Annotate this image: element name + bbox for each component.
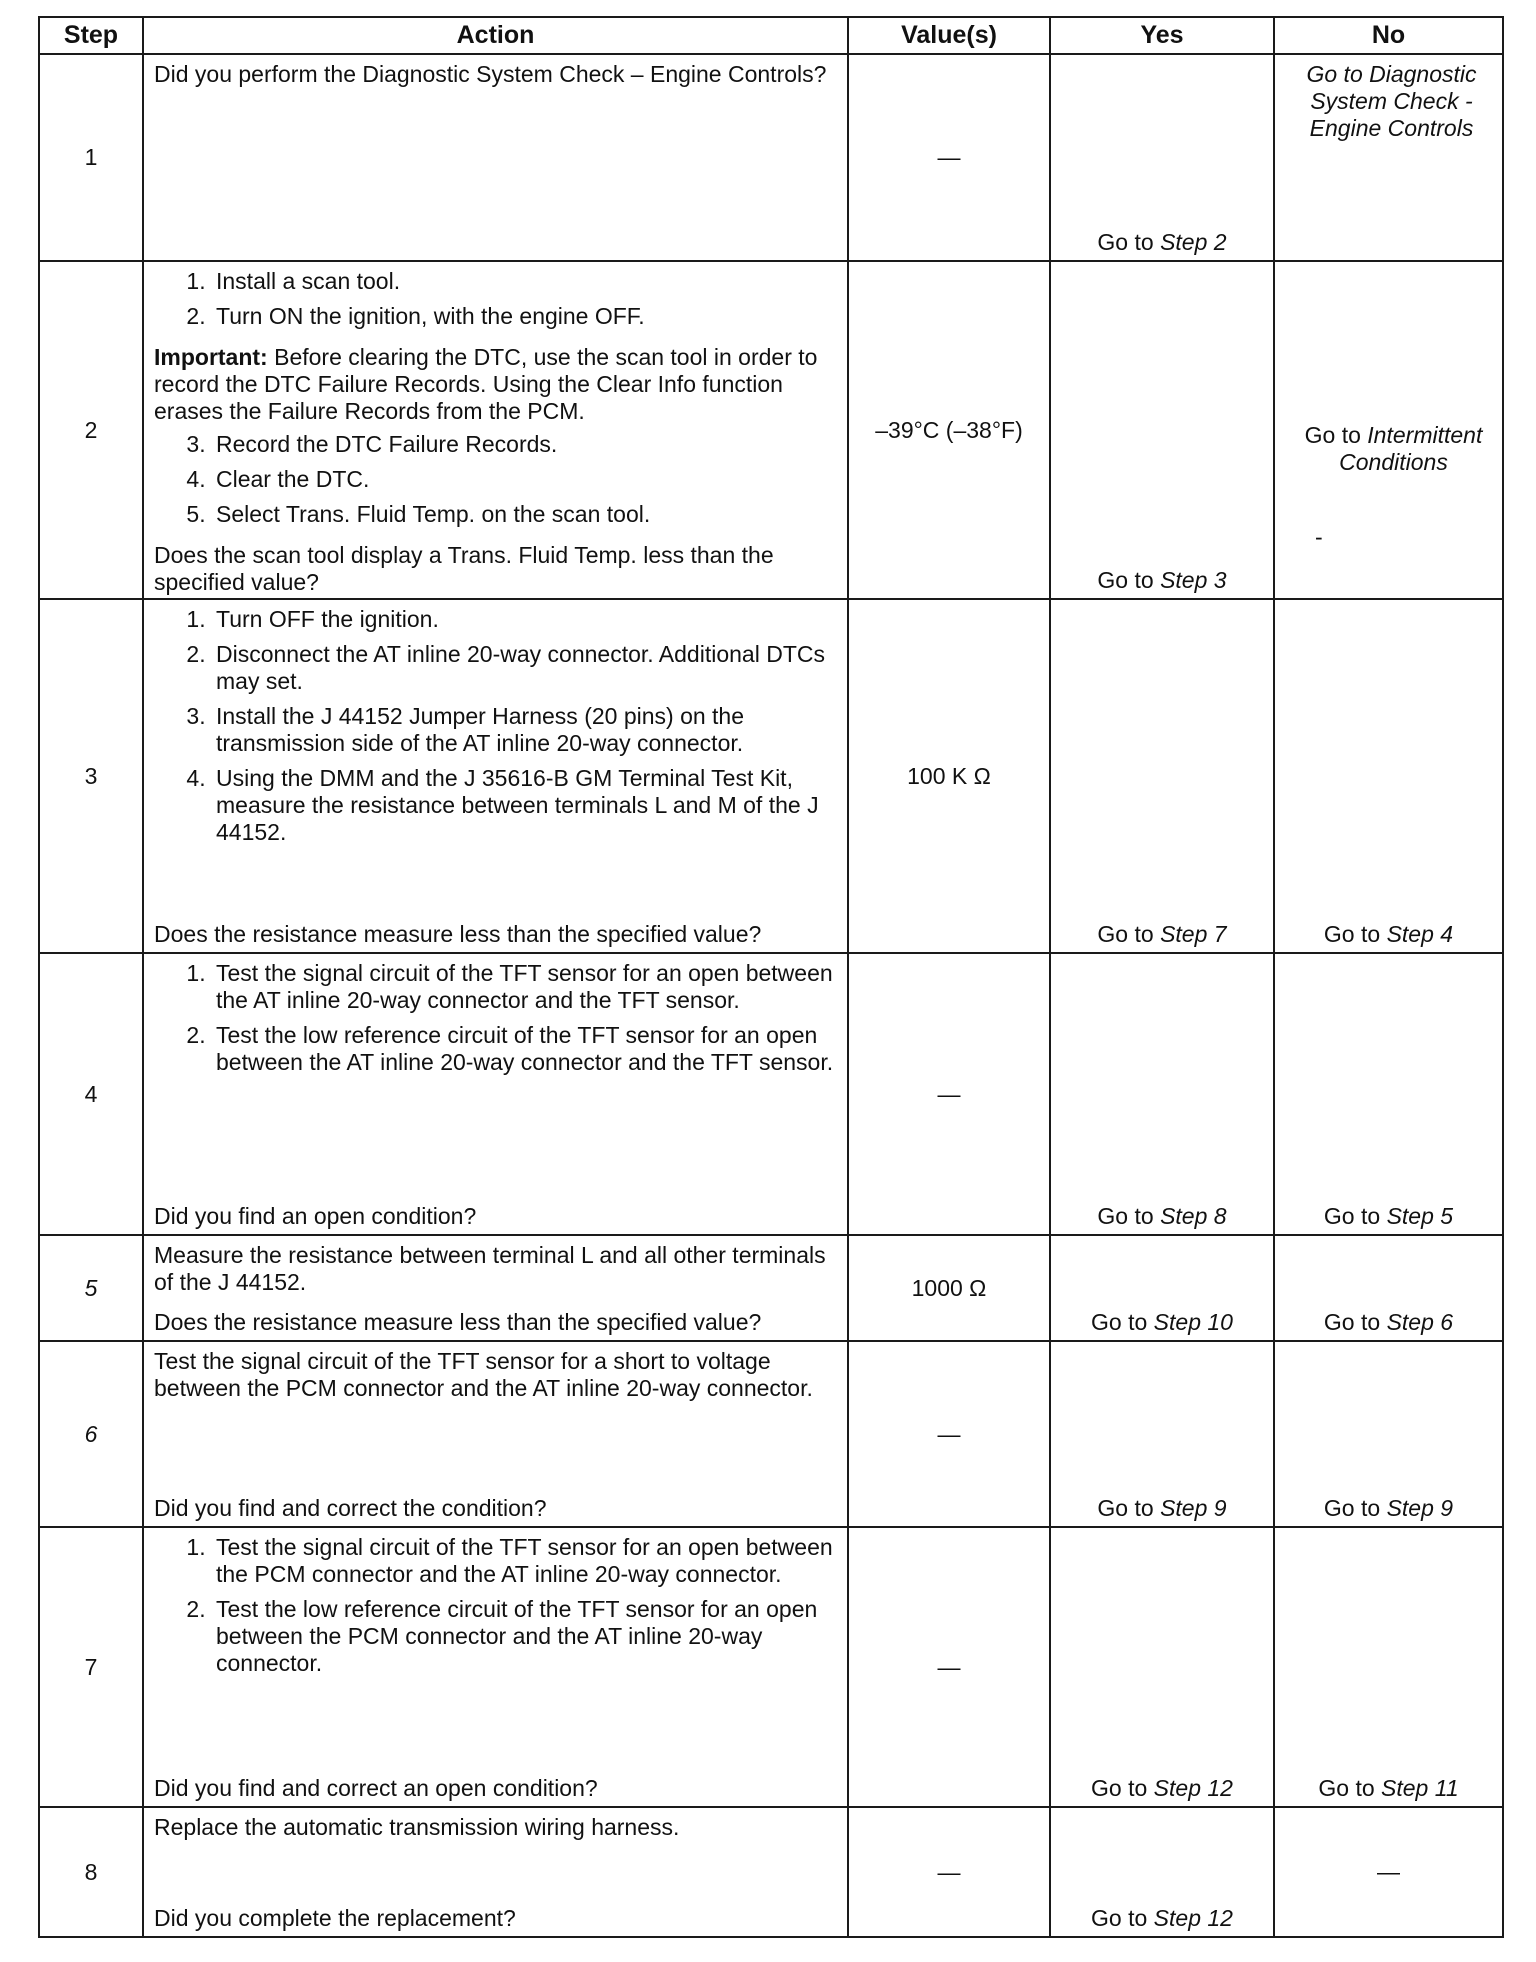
no-goto bbox=[1275, 1495, 1502, 1522]
table-row bbox=[39, 1235, 1503, 1341]
header-yes: Yes bbox=[1050, 17, 1274, 54]
action-step: 2. Test the low reference circuit of the TFT sensor for an open between the PCM connector and the AT inline 20-way connector. bbox=[212, 1596, 837, 1677]
table-row bbox=[39, 599, 1503, 953]
step-number: 2 bbox=[39, 261, 143, 599]
value-cell: –39°C (–38°F) bbox=[848, 261, 1050, 599]
action-cell bbox=[143, 953, 848, 1235]
yes-goto bbox=[1051, 1495, 1273, 1522]
header-step: Step bbox=[39, 17, 143, 54]
action-steps bbox=[154, 606, 837, 854]
action-cell bbox=[143, 1807, 848, 1937]
action-steps bbox=[154, 431, 837, 536]
goto-label: Go to bbox=[1091, 1309, 1148, 1335]
action-question: Did you find an open condition? bbox=[154, 1203, 477, 1229]
action-cell bbox=[143, 1341, 848, 1527]
action-steps bbox=[154, 1534, 837, 1685]
no-goto bbox=[1275, 921, 1502, 948]
goto-label: Go to bbox=[1323, 1203, 1381, 1229]
no-cell bbox=[1274, 599, 1503, 953]
diagnostic-table bbox=[38, 16, 1504, 1938]
yes-cell bbox=[1050, 1235, 1274, 1341]
yes-cell bbox=[1050, 54, 1274, 261]
action-step: 1. Test the signal circuit of the TFT sensor for an open between the PCM connector and the AT inline 20-way connector. bbox=[212, 1534, 837, 1588]
goto-step-link[interactable]: Step 8 bbox=[1160, 1203, 1227, 1229]
goto-label: Go to bbox=[1323, 921, 1381, 947]
goto-link[interactable]: Intermittent Conditions bbox=[1339, 422, 1483, 475]
no-cell bbox=[1274, 953, 1503, 1235]
goto-label: Go to bbox=[1323, 1495, 1381, 1521]
action-step: 2. Turn ON the ignition, with the engine OFF. bbox=[212, 303, 837, 330]
no-goto bbox=[1275, 1775, 1502, 1802]
table-row bbox=[39, 1807, 1503, 1937]
action-step: 4. Clear the DTC. bbox=[212, 466, 837, 493]
yes-cell bbox=[1050, 261, 1274, 599]
goto-label: Go to bbox=[1097, 567, 1154, 593]
goto-step-link[interactable]: Step 12 bbox=[1153, 1775, 1233, 1801]
no-goto bbox=[1275, 1309, 1502, 1336]
value-cell: — bbox=[848, 953, 1050, 1235]
yes-cell bbox=[1050, 1341, 1274, 1527]
action-question: Did you find and correct an open condition? bbox=[154, 1775, 598, 1801]
value-cell: 100 K Ω bbox=[848, 599, 1050, 953]
goto-label: Go to bbox=[1304, 422, 1361, 448]
goto-step-link[interactable]: Step 7 bbox=[1160, 921, 1227, 947]
action-text: Replace the automatic transmission wiring harness. bbox=[154, 1814, 680, 1840]
action-cell bbox=[143, 1235, 848, 1341]
value-cell: 1000 Ω bbox=[848, 1235, 1050, 1341]
action-step: 1. Install a scan tool. bbox=[212, 268, 837, 295]
step-number: 8 bbox=[39, 1807, 143, 1937]
goto-step-link[interactable]: Step 9 bbox=[1386, 1495, 1454, 1521]
action-question: Did you find and correct the condition? bbox=[154, 1495, 547, 1521]
goto-step-link[interactable]: Step 11 bbox=[1381, 1775, 1459, 1801]
yes-cell bbox=[1050, 1807, 1274, 1937]
action-step: 2. Test the low reference circuit of the TFT sensor for an open between the AT inline 20-way connector and the TFT sensor. bbox=[212, 1022, 837, 1076]
goto-step-link[interactable]: Step 2 bbox=[1160, 229, 1227, 255]
value-cell: — bbox=[848, 54, 1050, 261]
yes-goto bbox=[1051, 567, 1273, 594]
action-text: Measure the resistance between terminal L and all other terminals of the J 44152. bbox=[154, 1242, 826, 1295]
yes-goto bbox=[1051, 229, 1273, 256]
no-cell bbox=[1274, 54, 1503, 261]
no-cell bbox=[1274, 1807, 1503, 1937]
table-row bbox=[39, 953, 1503, 1235]
step-number: 6 bbox=[39, 1341, 143, 1527]
no-dash: - bbox=[1315, 524, 1323, 550]
yes-goto bbox=[1051, 1203, 1273, 1230]
action-step: 3. Record the DTC Failure Records. bbox=[212, 431, 837, 458]
goto-label: Go to bbox=[1318, 1775, 1375, 1801]
no-cell bbox=[1274, 261, 1503, 599]
goto-step-link[interactable]: Step 10 bbox=[1153, 1309, 1233, 1335]
table-row bbox=[39, 54, 1503, 261]
value-cell: — bbox=[848, 1527, 1050, 1807]
action-cell bbox=[143, 1527, 848, 1807]
yes-goto bbox=[1051, 921, 1273, 948]
goto-label: Go to bbox=[1091, 1775, 1148, 1801]
no-goto bbox=[1275, 1203, 1502, 1230]
action-steps bbox=[154, 268, 837, 338]
goto-label: Go to bbox=[1097, 1495, 1154, 1521]
yes-goto bbox=[1051, 1775, 1273, 1802]
goto-label: Go to bbox=[1091, 1905, 1148, 1931]
action-question: Does the resistance measure less than the specified value? bbox=[154, 921, 762, 947]
important-text: Before clearing the DTC, use the scan tool in order to record the DTC Failure Records. Using the Clear Info function erases the Failure Records from the PCM. bbox=[154, 344, 818, 424]
goto-label: Go to bbox=[1323, 1309, 1381, 1335]
no-goto-text[interactable]: Go to Diagnostic System Check - Engine Controls bbox=[1306, 61, 1477, 141]
goto-step-link[interactable]: Step 12 bbox=[1153, 1905, 1233, 1931]
action-step: 1. Test the signal circuit of the TFT sensor for an open between the AT inline 20-way connector and the TFT sensor. bbox=[212, 960, 837, 1014]
no-dash: — bbox=[1377, 1858, 1400, 1885]
yes-cell bbox=[1050, 1527, 1274, 1807]
yes-cell bbox=[1050, 953, 1274, 1235]
yes-cell bbox=[1050, 599, 1274, 953]
no-goto bbox=[1289, 422, 1498, 476]
goto-step-link[interactable]: Step 4 bbox=[1386, 921, 1454, 947]
goto-step-link[interactable]: Step 3 bbox=[1160, 567, 1227, 593]
no-cell bbox=[1274, 1527, 1503, 1807]
action-step: 3. Install the J 44152 Jumper Harness (20 pins) on the transmission side of the AT inline 20-way connector. bbox=[212, 703, 837, 757]
header-row bbox=[39, 17, 1503, 54]
yes-goto bbox=[1051, 1309, 1273, 1336]
step-number: 3 bbox=[39, 599, 143, 953]
step-number: 5 bbox=[39, 1235, 143, 1341]
important-label: Important: bbox=[154, 344, 268, 370]
table-row bbox=[39, 1341, 1503, 1527]
header-action: Action bbox=[143, 17, 848, 54]
action-step: 5. Select Trans. Fluid Temp. on the scan tool. bbox=[212, 501, 837, 528]
action-text: Did you perform the Diagnostic System Check – Engine Controls? bbox=[154, 61, 827, 87]
value-cell: — bbox=[848, 1341, 1050, 1527]
step-number: 7 bbox=[39, 1527, 143, 1807]
action-cell bbox=[143, 261, 848, 599]
step-number: 4 bbox=[39, 953, 143, 1235]
action-steps bbox=[154, 960, 837, 1084]
no-cell bbox=[1274, 1235, 1503, 1341]
goto-label: Go to bbox=[1097, 1203, 1154, 1229]
action-question: Did you complete the replacement? bbox=[154, 1905, 516, 1931]
action-step: 1. Turn OFF the ignition. bbox=[212, 606, 837, 633]
header-no: No bbox=[1274, 17, 1503, 54]
yes-goto bbox=[1051, 1905, 1273, 1932]
action-cell bbox=[143, 54, 848, 261]
action-question: Does the scan tool display a Trans. Fluid Temp. less than the specified value? bbox=[154, 542, 774, 595]
goto-step-link[interactable]: Step 9 bbox=[1160, 1495, 1227, 1521]
goto-label: Go to bbox=[1097, 229, 1154, 255]
no-cell bbox=[1274, 1341, 1503, 1527]
important-note bbox=[154, 344, 837, 425]
action-text: Test the signal circuit of the TFT sensor for a short to voltage between the PCM connector and the AT inline 20-way connector. bbox=[154, 1348, 813, 1401]
goto-label: Go to bbox=[1097, 921, 1154, 947]
table-row bbox=[39, 261, 1503, 599]
action-step: 4. Using the DMM and the J 35616-B GM Terminal Test Kit, measure the resistance between terminals L and M of the J 44152. bbox=[212, 765, 837, 846]
header-values: Value(s) bbox=[848, 17, 1050, 54]
table-row bbox=[39, 1527, 1503, 1807]
step-number: 1 bbox=[39, 54, 143, 261]
value-cell: — bbox=[848, 1807, 1050, 1937]
action-step: 2. Disconnect the AT inline 20-way connector. Additional DTCs may set. bbox=[212, 641, 837, 695]
goto-step-link[interactable]: Step 5 bbox=[1386, 1203, 1454, 1229]
action-question: Does the resistance measure less than the specified value? bbox=[154, 1309, 762, 1335]
goto-step-link[interactable]: Step 6 bbox=[1386, 1309, 1454, 1335]
action-cell bbox=[143, 599, 848, 953]
